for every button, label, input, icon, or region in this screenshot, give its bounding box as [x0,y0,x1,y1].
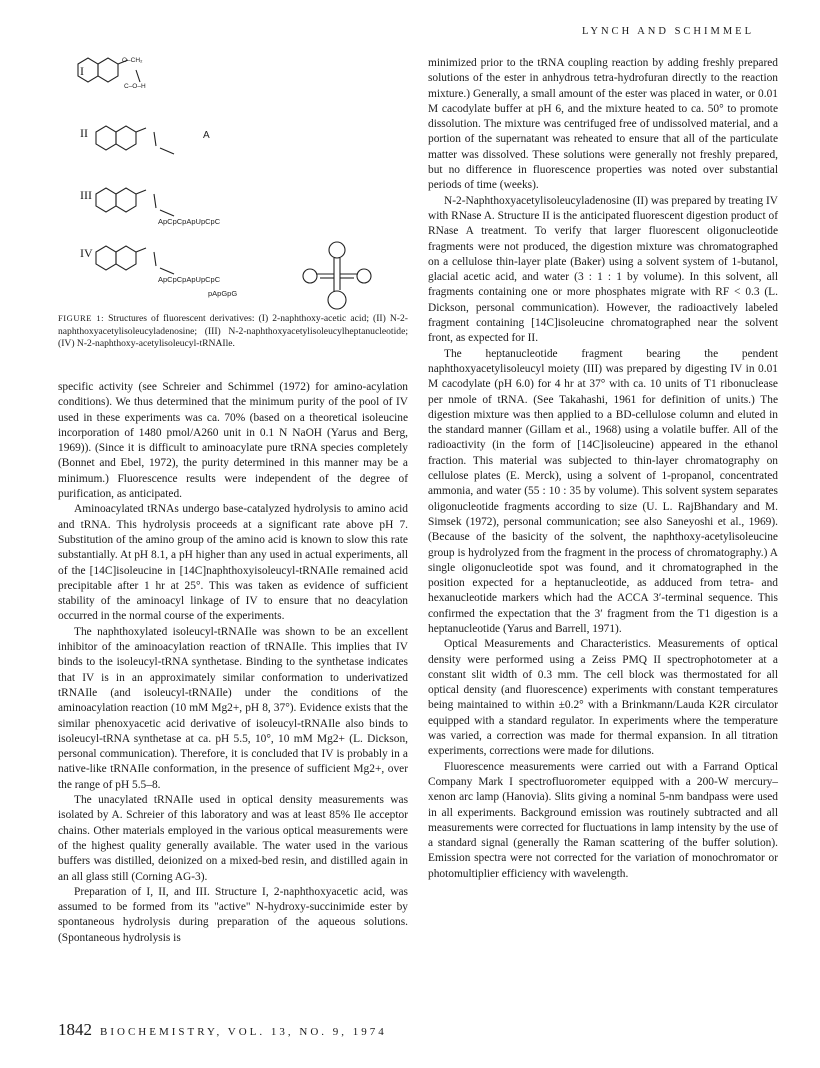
right-column [428,56,778,882]
left-paragraph: Preparation of I, II, and III. Structure I, 2-naphthoxyacetic acid, was assumed to be formed from its "active" N-hydroxy-succinimide ester by spontaneous hydrolysis during preparation of the aqueous solutions. (Spontaneous hydrolysis is [58,885,408,944]
figure-label-IV: IV [80,246,93,260]
structure-III-chain: ApCpCpApUpCpC [158,217,221,226]
right-paragraph: minimized prior to the tRNA coupling reaction by adding freshly prepared solutions of the ester in anhydrous tetra-hydrofuran directly to the reaction mixture.) Generally, a small amount of the ester was placed in water, or 0.01 M cacodylate buffer at pH 6, and the mixture heated to ca. 50° to promote dissolution. The mixture was centrifuged free of undissolved material, and a portion of the supernatant was reheated to ensure that all of the particulate matter was dissolved. These solutions were generally not freshly prepared, but no difference in fluorescence properties was noted over substantial periods of time (weeks). [428,57,778,192]
trna-cloverleaf [303,242,371,309]
left-paragraph: Aminoacylated tRNAs undergo base-catalyzed hydrolysis to amino acid and tRNA. This hydrolysis proceeds at a significant rate above pH 7. Substitution of the amino group of the amino acid is known to slow this rate substantially. At pH 8.1, a pH higher than any used in actual experiments, all of the [14C]isoleucine in [14C]naphthoxyisoleucyl-tRNAIle remained acid precipitable after 1 hr at 25°. This was taken as evidence of sufficient stability of the aminoacyl linkage of IV to ensure that no deacylation occurred in the normal course of the experiments. [58,503,408,623]
structure-drawing [58,50,408,312]
structure-II-adenosine: A [203,130,210,141]
left-paragraph: The naphthoxylated isoleucyl-tRNAIle was shown to be an excellent inhibitor of the aminoacylation reaction of tRNAIle. This implies that IV binds to the isoleucyl-tRNA synthetase. Binding to the synthetase indicates that IV is in an approximately similar conformation to underivatized tRNAIle (and isoleucyl-tRNAIle) under the conditions of the aminoacylation reaction (10 mM Mg2+, pH 8, 37°). Evidence exists that the similar phenoxyacetic acid derivative of isoleucyl-tRNAIle also binds to isoleucyl-tRNA synthetase at ca. pH 5.5, 10°, 10 mM Mg2+ (L. Dickson, personal communication). Therefore, it is concluded that IV is probably in a native-like tRNAIle conformation, in the presence of sufficient Mg2+, over the range of pH 5.5–8. [58,625,408,791]
structure-I-sidechain: O–CH₂ [122,57,143,64]
journal-citation: BIOCHEMISTRY, VOL. 13, NO. 9, 1974 [100,1026,387,1038]
left-paragraph: The unacylated tRNAIle used in optical density measurements was isolated by A. Schreier of this laboratory and was at least 85% Ile acceptor chains. Other materials employed in the various optical measurements were of the highest quality generally available. The water used in the various buffers was distilled, deionized on a mixed-bed resin, and distilled again in an all glass still (Corning AG-3). [58,794,408,883]
page-footer [58,1020,387,1040]
figure-label-I: I [80,64,84,78]
left-column [58,380,408,946]
structure-I-acid: C–O–H [124,83,146,90]
right-paragraph: Optical Measurements and Characteristics. Measurements of optical density were performed using a Zeiss PMQ II spectrophotometer at a constant slit width of 0.3 mm. The cell block was thermostated for all optical density (and fluorescence) experiments with constant temperatures being maintained to within ±0.2° with a Brinkmann/Lauda K2R circulator equipped with a standard regulator. In experiments where the temperature was varied, a correction was made for thermal expansion. In all titration experiments, corrections were made for dilutions. [428,638,778,758]
figure-label-III: III [80,188,92,202]
left-paragraph: specific activity (see Schreier and Schimmel (1972) for amino-acylation conditions). We thus determined that the minimum purity of the pool of IV used in these experiments was ca. 70% (based on a theoretical isoleucine incorporation of 1480 pmol/A260 unit in 0.1 N NaOH (Yarus and Berg, 1969)). (Since it is difficult to aminoacylate pure tRNA species completely (Bonnet and Ebel, 1972), the purity determined in this manner may be a minimum.) Fluorescence results were independent of the degree of purification, as anticipated. [58,381,408,501]
caption-lead: FIGURE 1: [58,313,105,323]
structure-IV-chain: ApCpCpApUpCpC [158,275,221,284]
caption-text: Structures of fluorescent derivatives: (I) 2-naphthoxy-acetic acid; (II) N-2-naphthoxyacetylisoleucyladenosine; (III) N-2-naphthoxyacetylisoleucylheptanucleotide; (IV) N-2-naphthoxy-acetylisoleucyl-tRNAIle. [58,313,408,349]
right-paragraph: The heptanucleotide fragment bearing the pendent naphthoxyacetylisoleucyl moiety (III) was prepared by digesting IV in 0.01 M cacodylate (pH 6.0) for 4 hr at 37° with ca. 10 units of T1 ribonuclease per nmole of tRNA. (See Takahashi, 1961 for definition of units.) The digestion mixture was then applied to a BD-cellulose column and eluted in the standard manner (Gillam et al., 1968) using a volatile buffer. All of the radioactivity (in the form of [14C]isoleucine) appeared in the ethanol fraction. This material was subjected to thin-layer chromatography on cellulose plates (E. Merck), using a solvent of 1-propanol, concentrated ammonia, and water (55 : 10 : 35 by volume). This solvent system separates oligonucleotide fragments according to size (U. L. RajBhandary and M. Simsek (1972), personal communication; see also Saneyoshi et al., 1969). (Because of the basicity of the solvent, the naphthoxy-acetylisoleucine group is hydrolyzed from the fragment in the process of chromatography.) A single oligonucleotide spot was found, and it chromatographed in the position expected for a heptanucleotide, as adduced from tetra- and hexanucleotide markers which had the ACCA 3′-terminal sequence. This confirmed the expectation that the 3′ fragment from the T1 digestion is a heptanucleotide (Yarus and Barrell, 1971). [428,347,778,635]
right-paragraph: N-2-Naphthoxyacetylisoleucyladenosine (II) was prepared by treating IV with RNase A. Structure II is the anticipated fluorescent digestion product of RNase A treatment. To verify that larger fluorescent oligonucleotide fragments were not produced, the digestion mixture was chromatographed on a cellulose thin-layer plate (Baker) using a solvent system of 1-butanol, glacial acetic acid, and water (3 : 1 : 1 by volume). In this solvent, all fragments containing one or more phosphates migrate with RF < 0.3 (L. Dickson, personal communication). However, the radioactively labeled fragment containing [14C]isoleucine chromatographed near the solvent front, as expected for II. [428,194,778,345]
page-number: 1842 [58,1020,92,1039]
figure-structures [58,50,408,312]
figure-label-II: II [80,126,88,140]
right-paragraph: Fluorescence measurements were carried out with a Farrand Optical Company Mark I spectrofluorometer equipped with a 200-W mercury–xenon arc lamp (Hanovia). Slits giving a nominal 5-nm bandpass were used in all experiments. Background emission was routinely subtracted and all measurements were corrected for fluctuations in lamp intensity by the use of a standard signal (generally the Raman scattering of the buffer solution). Emission spectra were not corrected for the variation of monochromator or photomultiplier efficiency with wavelength. [428,760,778,880]
running-head: LYNCH AND SCHIMMEL [582,26,754,37]
figure-caption [58,312,408,351]
structure-IV-end: pApGpG [208,289,238,298]
